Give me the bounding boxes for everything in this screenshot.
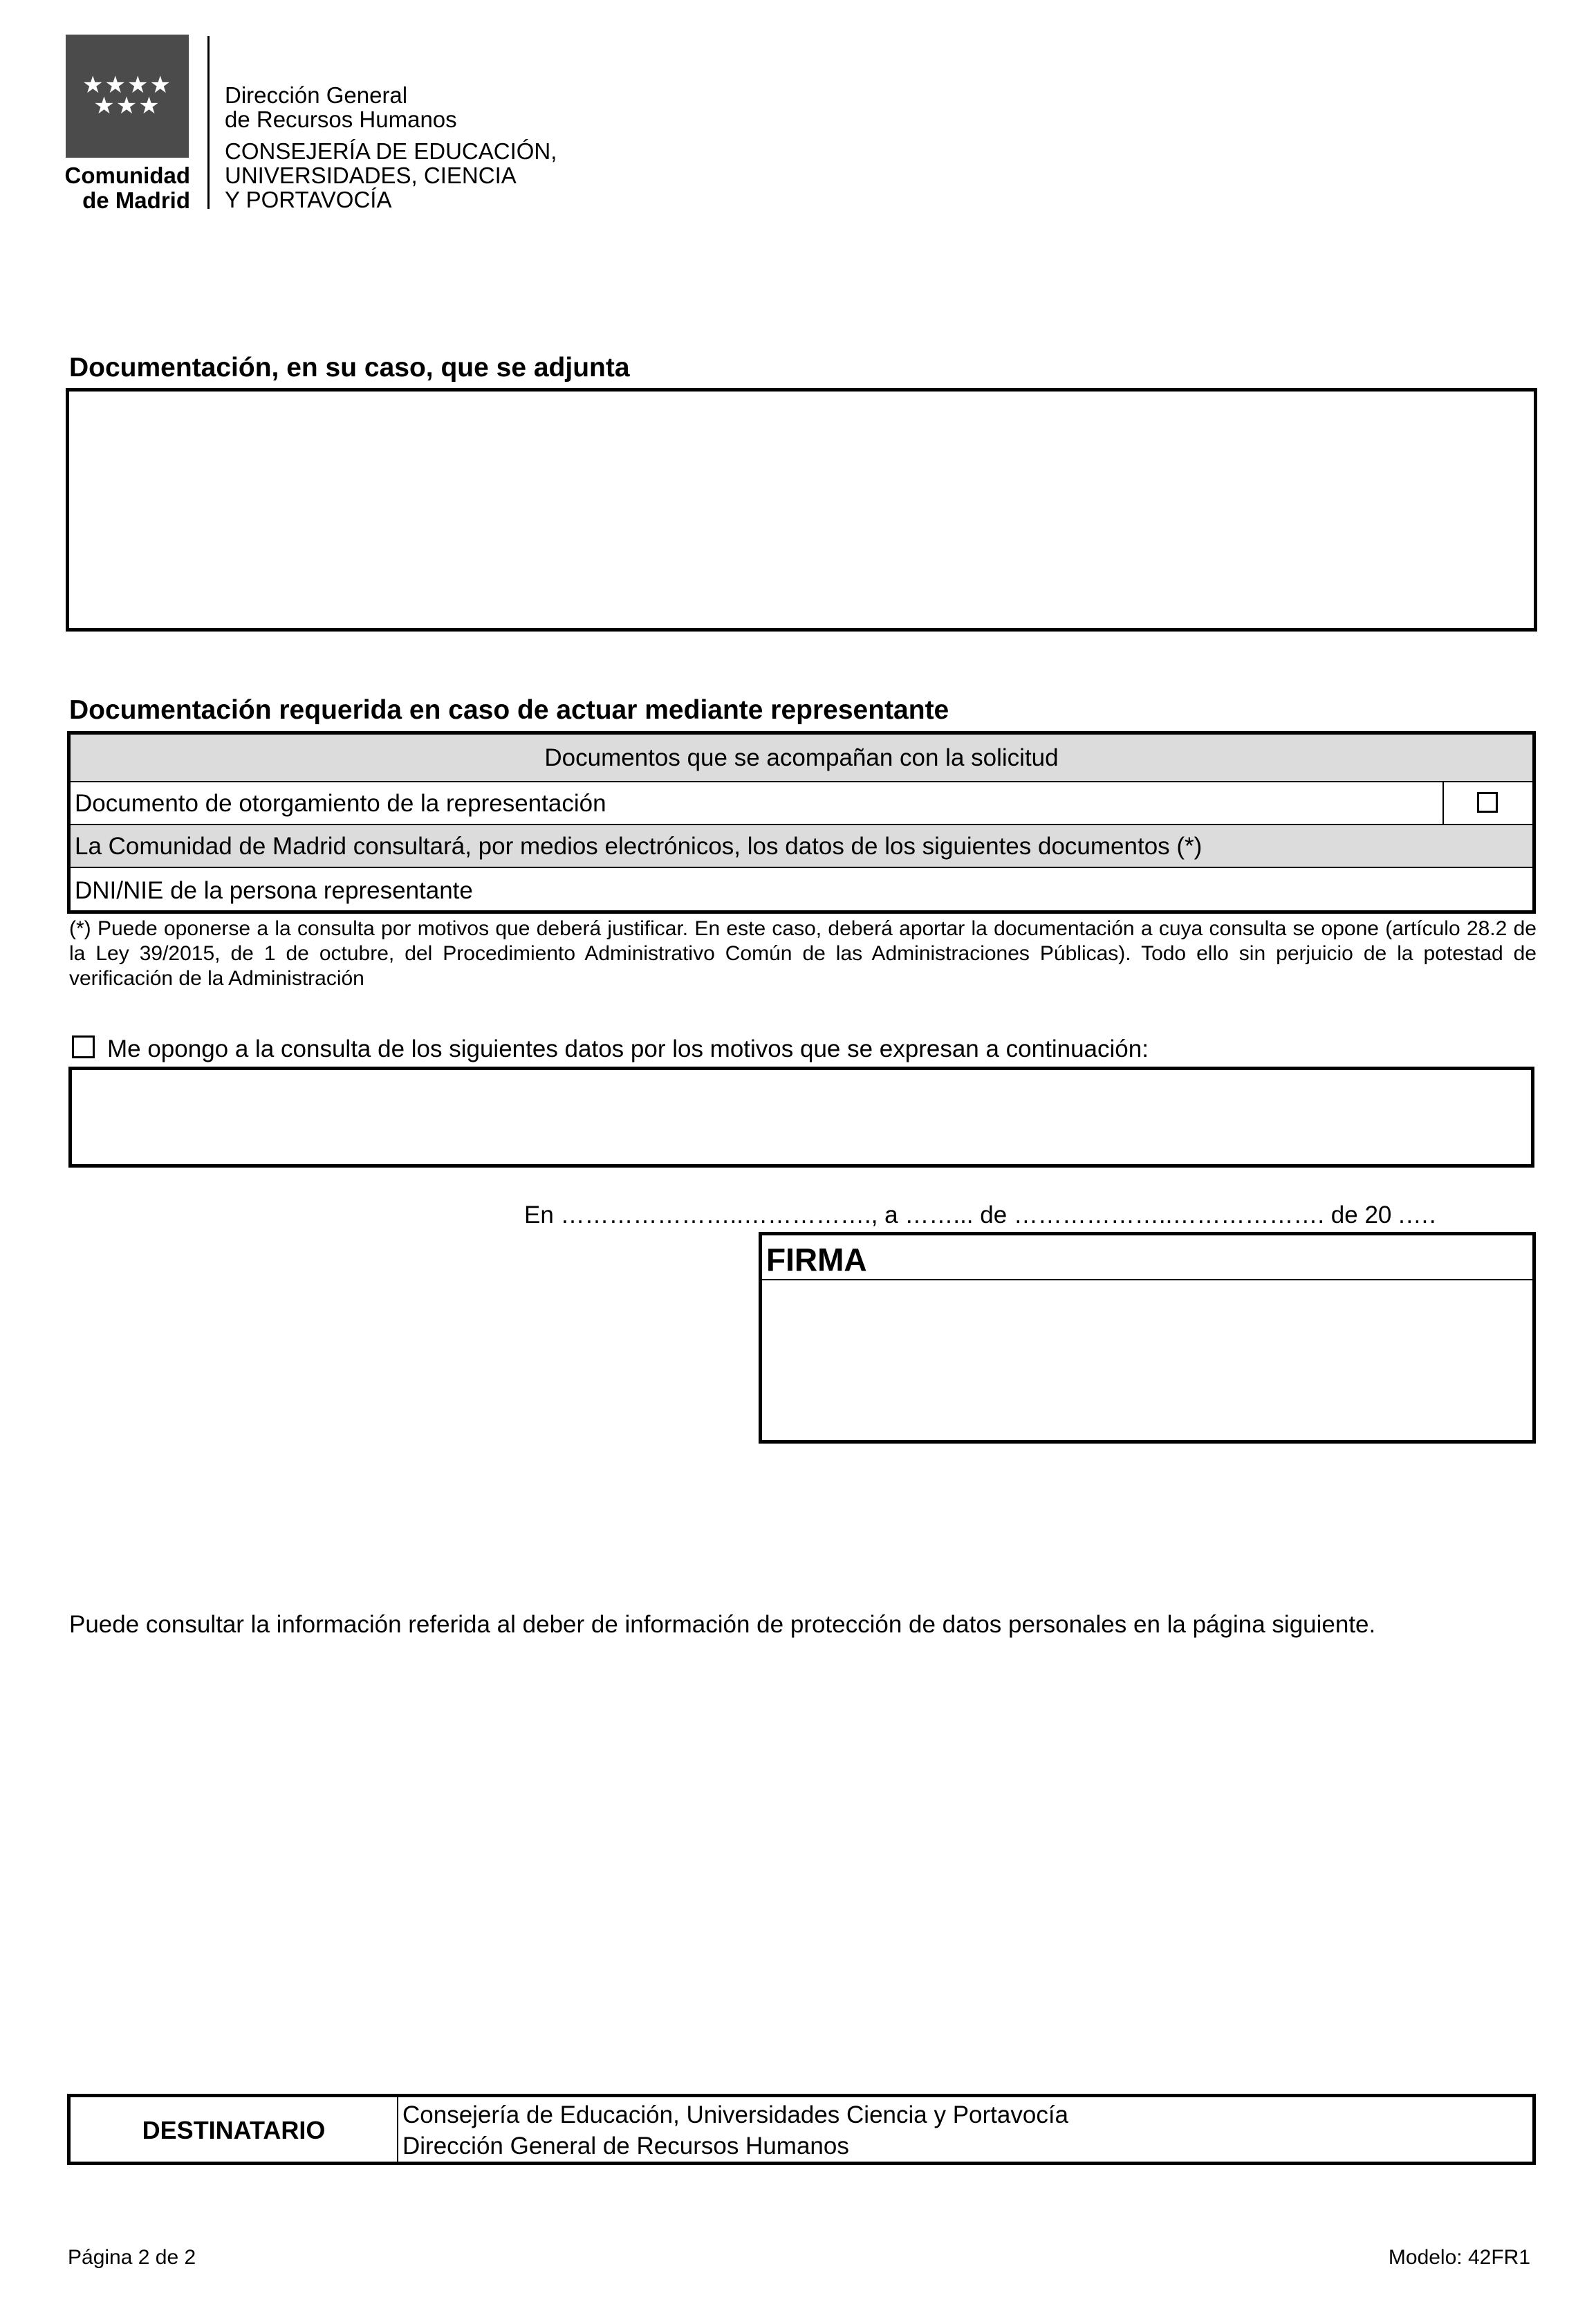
stars-row-bottom: ★★★: [93, 93, 161, 119]
representative-docs-title: Documentación requerida en caso de actuar mediante representante: [69, 695, 949, 725]
ministry-line2: UNIVERSIDADES, CIENCIA: [225, 163, 517, 188]
consultation-note: (*) Puede oponerse a la consulta por motivos que deberá justificar. En este caso, deberá aportar la documentación a cuya consulta se opone (artículo 28.2 de la Ley 39/2015, de 1 de octubre, del Procedimiento Administrativo Común de las Administraciones Públicas). Todo ello sin perjuicio de la potestad de verificación de la Administración: [69, 917, 1537, 990]
table-row: [71, 868, 1532, 910]
signature-header: [762, 1235, 1532, 1280]
recipient-line1: Consejería de Educación, Universidades Ciencia y Portavocía: [402, 2101, 1069, 2128]
consult-header-text: La Comunidad de Madrid consultará, por medios electrónicos, los datos de los siguientes documentos (*): [75, 833, 1203, 860]
department-line1: Dirección General: [225, 82, 408, 108]
logo-text-line1: Comunidad: [64, 163, 190, 188]
table-header-row: [71, 735, 1532, 782]
recipient-table: [67, 2094, 1536, 2165]
attached-docs-field[interactable]: [66, 388, 1537, 632]
place-date-line: En …………………..……………., a ……... de ………………..………………. de 20 .….: [524, 1201, 1436, 1228]
table-header-text: Documentos que se acompañan con la solicitud: [544, 744, 1059, 771]
stars-row-top: ★★★★: [82, 72, 172, 98]
representative-docs-table: [67, 731, 1536, 914]
attached-docs-title: Documentación, en su caso, que se adjunta: [69, 353, 630, 383]
signature-label: FIRMA: [766, 1242, 867, 1278]
logo-text: [48, 163, 190, 213]
table-row: [71, 782, 1532, 825]
opposition-label: Me opongo a la consulta de los siguientes datos por los motivos que se expresan a continuación:: [107, 1035, 1149, 1062]
recipient-label: DESTINATARIO: [142, 2116, 326, 2144]
signature-box[interactable]: [759, 1232, 1536, 1444]
grant-document-checkbox[interactable]: [1477, 792, 1498, 813]
model-code: Modelo: 42FR1: [1388, 2246, 1530, 2269]
consult-header-row: [71, 825, 1532, 868]
logo-text-line2: de Madrid: [82, 187, 190, 213]
opposition-checkbox[interactable]: [72, 1035, 95, 1058]
department-line2: de Recursos Humanos: [225, 107, 457, 132]
stars-emblem: [66, 72, 189, 119]
opposition-reasons-field[interactable]: [68, 1067, 1534, 1168]
row-grant-label: Documento de otorgamiento de la representación: [75, 790, 606, 817]
recipient-line2: Dirección General de Recursos Humanos: [402, 2133, 849, 2160]
page-number: Página 2 de 2: [68, 2246, 196, 2269]
privacy-notice: Puede consultar la información referida al deber de información de protección de datos personales en la página siguiente.: [69, 1611, 1376, 1638]
header-divider: [207, 36, 210, 209]
row-dni-label: DNI/NIE de la persona representante: [75, 877, 473, 904]
ministry-line1: CONSEJERÍA DE EDUCACIÓN,: [225, 138, 557, 164]
grant-checkbox-cell: [1442, 782, 1532, 824]
recipient-label-cell: [71, 2097, 398, 2162]
ministry-line3: Y PORTAVOCÍA: [225, 187, 392, 212]
